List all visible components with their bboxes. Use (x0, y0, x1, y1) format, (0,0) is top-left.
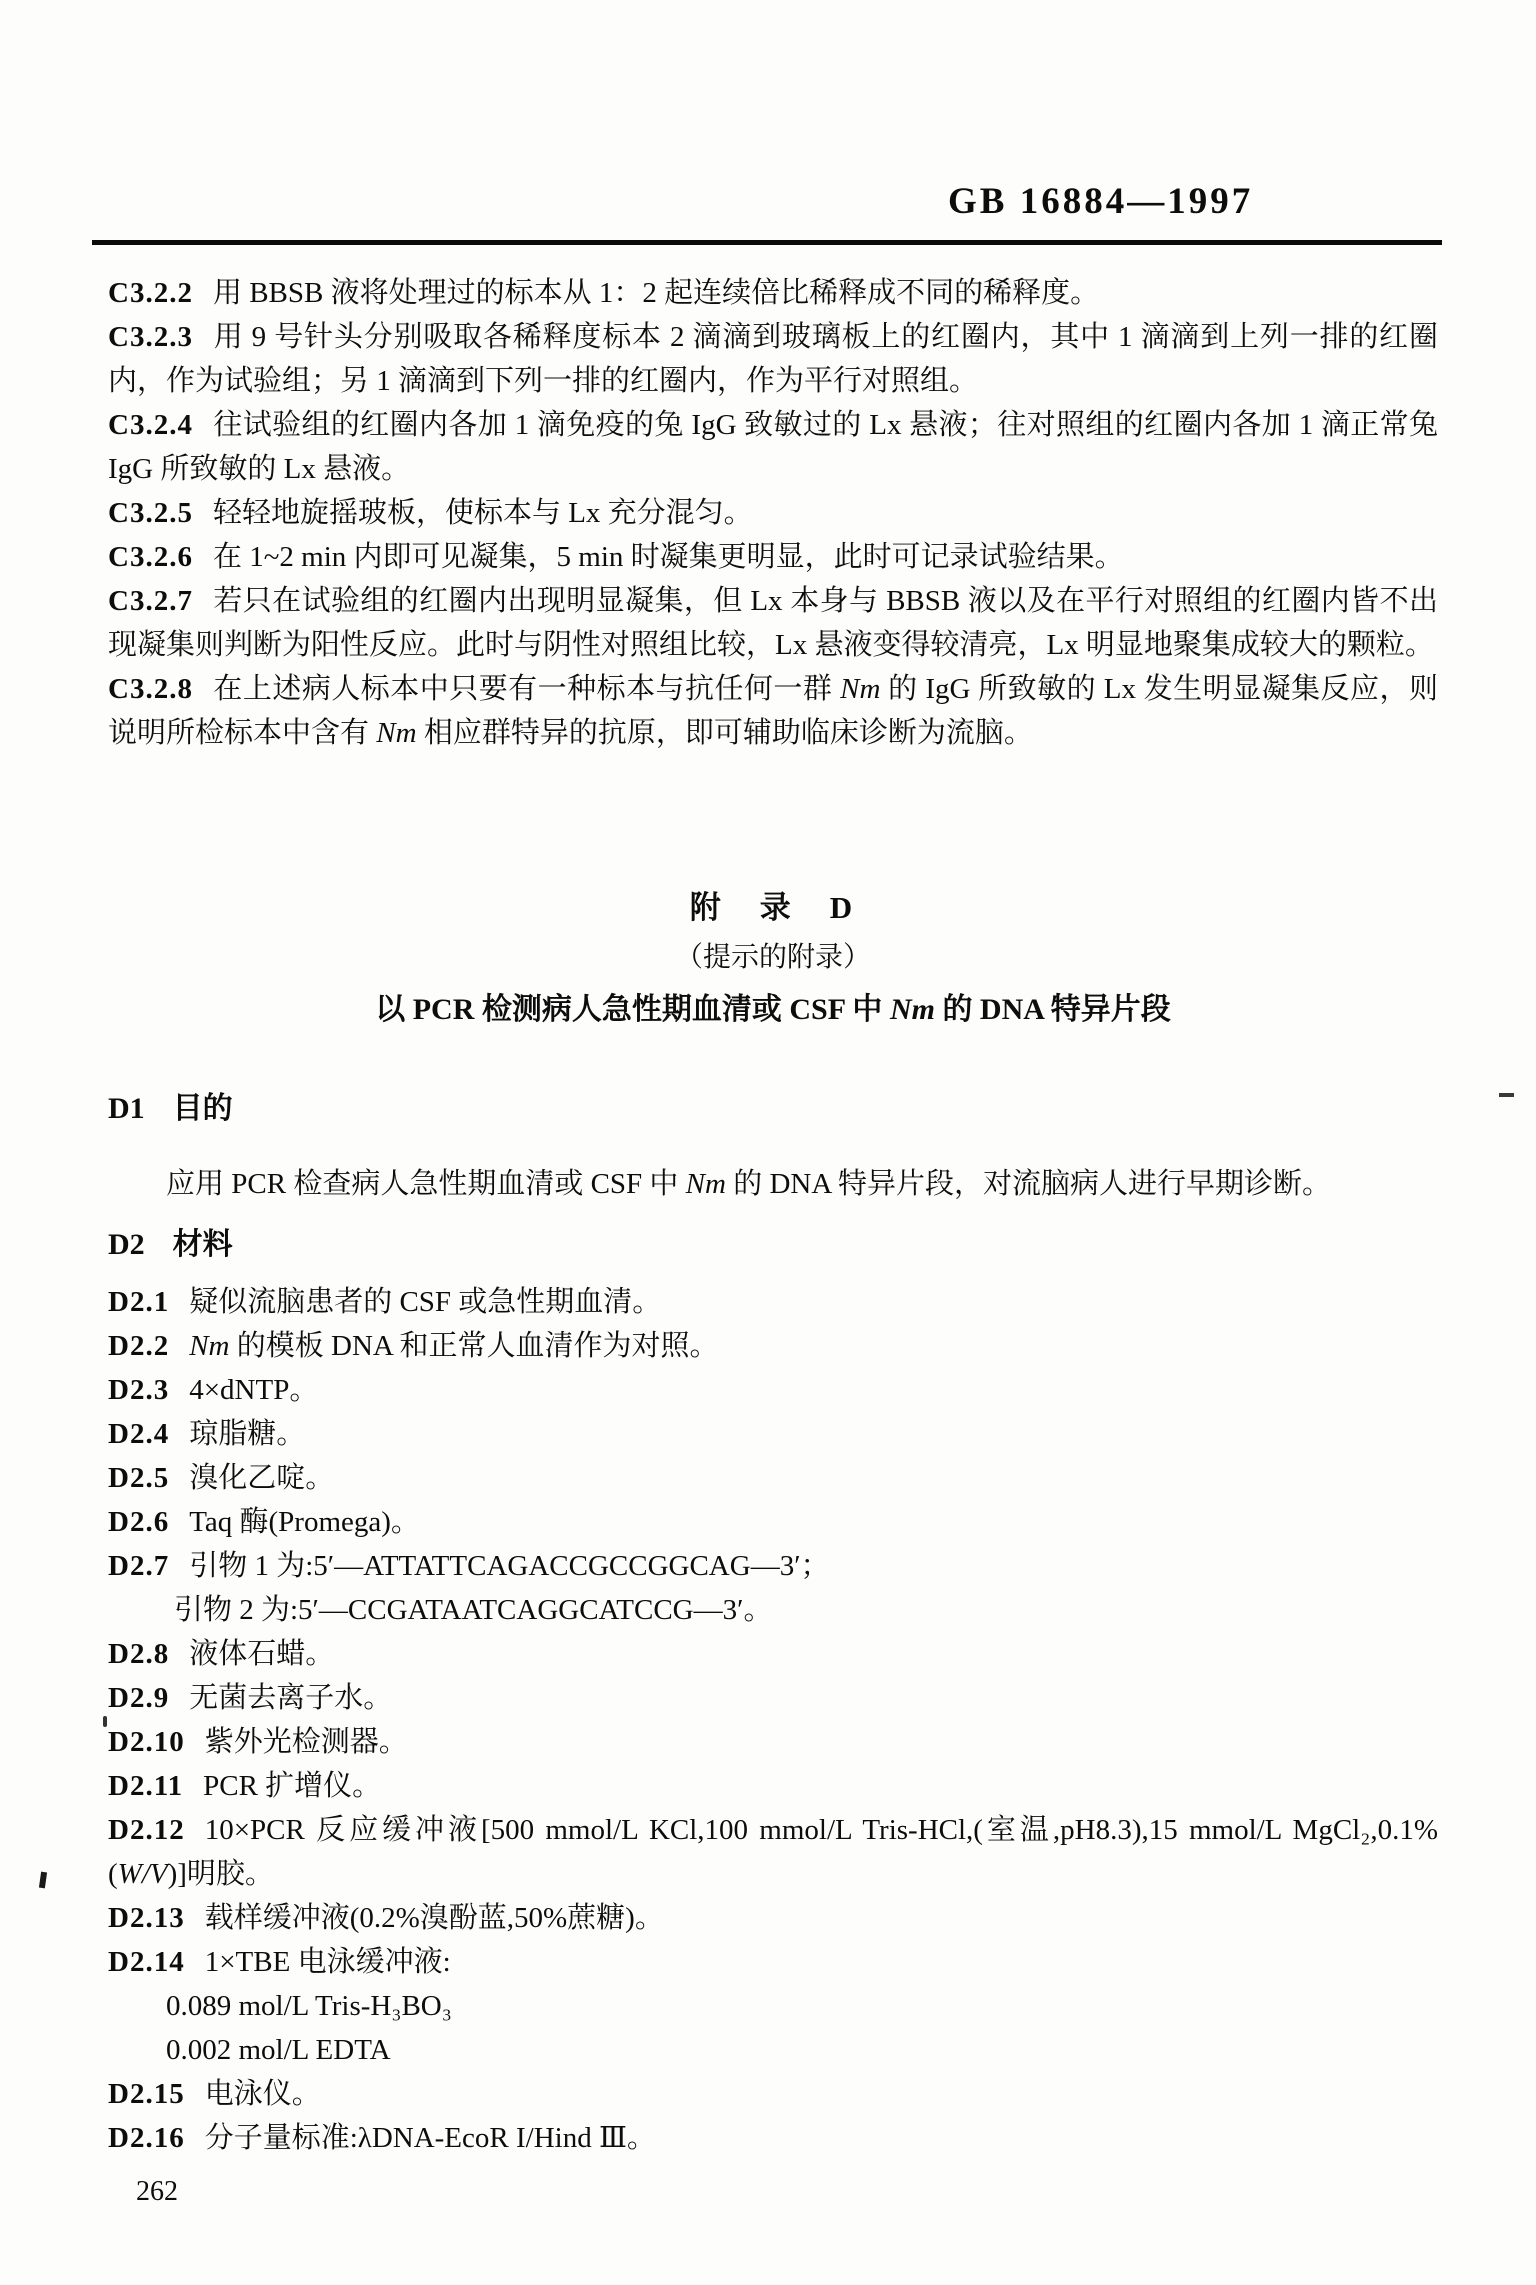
c3-paragraph (108, 579, 1438, 667)
d2-item (108, 1632, 1438, 1676)
clause-label: C3.2.2 (108, 277, 193, 309)
item-text: 10×PCR 反应缓冲液[500 mmol/L KCl,100 mmol/L Tris-HCl,(室温,pH8.3),15 mmol/L MgCl₂,0.1%(W/V)]明胶。 (108, 1814, 1438, 1890)
item-text: 引物 1 为:5′—ATTATTCAGACCGCCGGCAG—3′； (189, 1550, 830, 1582)
section-d2 (108, 1224, 1438, 2160)
item-label: D2.8 (108, 1638, 170, 1670)
item-text: 4×dNTP。 (189, 1374, 319, 1406)
d2-item (108, 1412, 1438, 1456)
d2-item (108, 1764, 1438, 1808)
d2-item (108, 2072, 1438, 2116)
item-text: Taq 酶(Promega)。 (189, 1506, 420, 1538)
item-label: D2.11 (108, 1770, 184, 1802)
item-text: 琼脂糖。 (189, 1418, 306, 1450)
item-label: D2.9 (108, 1682, 170, 1714)
clause-label: C3.2.5 (108, 497, 193, 529)
c3-paragraph (108, 667, 1438, 755)
clause-text: 用 9 号针头分别吸取各稀释度标本 2 滴滴到玻璃板上的红圈内，其中 1 滴滴到上列一排的红圈内，作为试验组；另 1 滴滴到下列一排的红圈内，作为平行对照组。 (108, 321, 1438, 397)
standard-number: GB 16884—1997 (948, 181, 1254, 222)
d2-item (108, 1456, 1438, 1500)
appendix-d-heading: 以 PCR 检测病人急性期血清或 CSF 中 Nm 的 DNA 特异片段 (375, 993, 1171, 1026)
item-label: D2.13 (108, 1902, 185, 1934)
item-label: D2.12 (108, 1814, 185, 1846)
section-d1 (108, 1088, 1438, 1206)
clause-label: C3.2.7 (108, 585, 193, 617)
item-text: 液体石蜡。 (189, 1638, 335, 1670)
d2-item (108, 1940, 1438, 1984)
clause-text: 往试验组的红圈内各加 1 滴免疫的兔 IgG 致敏过的 Lx 悬液；往对照组的红圈内各加 1 滴正常兔 IgG 所致敏的 Lx 悬液。 (108, 409, 1438, 485)
item-label: D2.10 (108, 1726, 185, 1758)
clause-label: C3.2.6 (108, 541, 193, 573)
d2-item (108, 1280, 1438, 1324)
d2-item (108, 1808, 1438, 1896)
item-label: D2.3 (108, 1374, 170, 1406)
d2-item-continuation (108, 1588, 1438, 1632)
appendix-d-title: 附 录 D (689, 890, 857, 925)
clause-label: C3.2.8 (108, 673, 193, 705)
d2-item (108, 1896, 1438, 1940)
d2-item (108, 1324, 1438, 1368)
d2-title: 材料 (172, 1228, 233, 1261)
item-text: 引物 2 为:5′—CCGATAATCAGGCATCCG—3′。 (174, 1594, 773, 1626)
d2-item (108, 1676, 1438, 1720)
page-number: 262 (136, 2176, 178, 2207)
item-text: 载样缓冲液(0.2%溴酚蓝,50%蔗糖)。 (204, 1902, 664, 1934)
appendix-d-subtitle: （提示的附录） (674, 942, 871, 973)
d2-item (108, 1368, 1438, 1412)
d1-label: D1 (108, 1092, 145, 1125)
item-text: PCR 扩增仪。 (203, 1770, 382, 1802)
d1-heading (108, 1088, 1438, 1130)
clause-text: 若只在试验组的红圈内出现明显凝集，但 Lx 本身与 BBSB 液以及在平行对照组的红圈内皆不出现凝集则判断为阳性反应。此时与阴性对照组比较，Lx 悬液变得较清亮，Lx 明显地聚集成较大的颗粒。 (108, 585, 1438, 661)
appendix-d-header (108, 888, 1438, 1030)
item-label: D2.6 (108, 1506, 170, 1538)
item-text: 疑似流脑患者的 CSF 或急性期血清。 (189, 1286, 662, 1318)
item-text: 电泳仪。 (204, 2078, 321, 2110)
scan-artifact (39, 1872, 47, 1889)
item-text: 紫外光检测器。 (204, 1726, 408, 1758)
c3-paragraph (108, 271, 1438, 315)
clause-label: C3.2.4 (108, 409, 193, 441)
item-text: 1×TBE 电泳缓冲液: (204, 1946, 451, 1978)
clause-text: 在上述病人标本中只要有一种标本与抗任何一群 Nm 的 IgG 所致敏的 Lx 发生明显凝集反应，则说明所检标本中含有 Nm 相应群特异的抗原，即可辅助临床诊断为流脑。 (108, 673, 1438, 749)
clause-text: 在 1~2 min 内即可见凝集，5 min 时凝集更明显，此时可记录试验结果。 (212, 541, 1124, 573)
d2-item (108, 1720, 1438, 1764)
header-rule (92, 240, 1442, 245)
item-label: D2.16 (108, 2122, 185, 2154)
item-label: D2.4 (108, 1418, 170, 1450)
c3-paragraph (108, 315, 1438, 403)
clause-label: C3.2.3 (108, 321, 193, 353)
scan-artifact (1499, 1093, 1514, 1097)
item-label: D2.15 (108, 2078, 185, 2110)
item-text: 无菌去离子水。 (189, 1682, 393, 1714)
d2-material-list (108, 1280, 1438, 2160)
d2-item-subline (108, 1984, 1438, 2028)
item-text: Nm 的模板 DNA 和正常人血清作为对照。 (189, 1330, 719, 1362)
item-label: D2.1 (108, 1286, 170, 1318)
d2-item (108, 1500, 1438, 1544)
d1-body: 应用 PCR 检查病人急性期血清或 CSF 中 Nm 的 DNA 特异片段，对流脑病人进行早期诊断。 (166, 1168, 1331, 1200)
d1-title: 目的 (172, 1092, 233, 1125)
item-label: D2.7 (108, 1550, 170, 1582)
d2-label: D2 (108, 1228, 145, 1261)
item-text: 溴化乙啶。 (189, 1462, 335, 1494)
d2-item (108, 2116, 1438, 2160)
item-text: 0.089 mol/L Tris-H₃BO₃ (166, 1990, 452, 2022)
d2-item-subline (108, 2028, 1438, 2072)
item-text: 0.002 mol/L EDTA (166, 2034, 391, 2066)
section-c3 (108, 271, 1438, 755)
c3-paragraph (108, 403, 1438, 491)
c3-paragraph (108, 491, 1438, 535)
clause-text: 用 BBSB 液将处理过的标本从 1：2 起连续倍比稀释成不同的稀释度。 (212, 277, 1100, 309)
c3-paragraph (108, 535, 1438, 579)
d2-item (108, 1544, 1438, 1588)
scan-artifact (103, 1716, 107, 1727)
item-text: 分子量标准:λDNA-EcoR I/Hind Ⅲ。 (204, 2122, 656, 2154)
item-label: D2.5 (108, 1462, 170, 1494)
item-label: D2.2 (108, 1330, 170, 1362)
item-label: D2.14 (108, 1946, 185, 1978)
d2-heading (108, 1224, 1438, 1266)
clause-text: 轻轻地旋摇玻板，使标本与 Lx 充分混匀。 (212, 497, 753, 529)
